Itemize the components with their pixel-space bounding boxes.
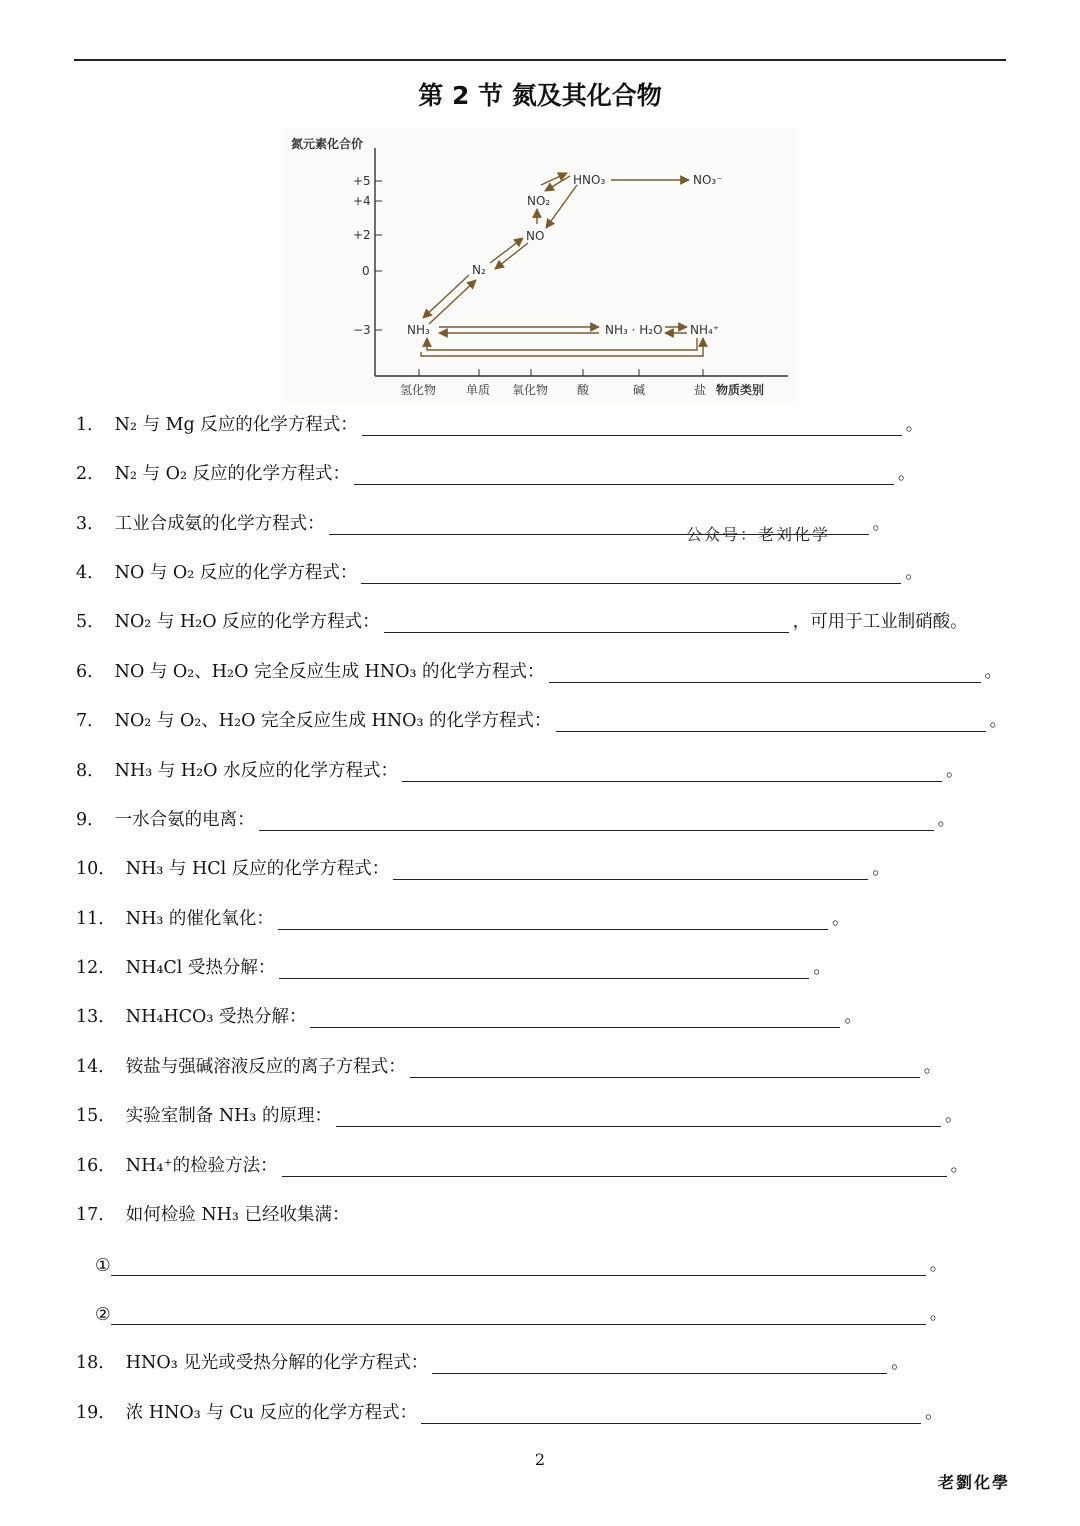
xtick-acid: 酸 — [577, 383, 590, 397]
x-axis-label: 物质类别 — [716, 383, 765, 397]
answer-blank-9[interactable] — [259, 810, 934, 831]
question-19 — [76, 1396, 943, 1424]
top-rule — [74, 59, 1006, 61]
part-marker: ② — [95, 1305, 111, 1325]
answer-blank-19[interactable] — [421, 1403, 921, 1424]
question-6 — [76, 655, 1002, 683]
answer-blank-16[interactable] — [282, 1156, 947, 1177]
xtick-oxide: 氧化物 — [512, 383, 549, 397]
question-number: 16． — [76, 1156, 116, 1176]
question-number: 18． — [76, 1353, 116, 1373]
answer-blank-2[interactable] — [354, 464, 894, 485]
question-text: 实验室制备 NH₃ 的原理： — [125, 1106, 332, 1126]
node-no: NO — [526, 229, 545, 243]
question-9 — [76, 803, 955, 831]
question-5 — [76, 605, 968, 633]
question-tail: 。 — [989, 711, 1008, 731]
question-4 — [76, 556, 923, 584]
question-13 — [76, 1000, 862, 1028]
brand-mark: 老劉化學 — [938, 1473, 1011, 1492]
answer-blank-13[interactable] — [310, 1007, 840, 1028]
question-number: 5． — [76, 612, 105, 632]
question-text: NH₄HCO₃ 受热分解： — [125, 1007, 307, 1027]
question-text: 铵盐与强碱溶液反应的离子方程式： — [125, 1057, 406, 1077]
question-text: NH₃ 与 HCl 反应的化学方程式： — [125, 859, 390, 879]
question-text: 如何检验 NH₃ 已经收集满： — [125, 1205, 350, 1225]
question-number: 13． — [76, 1007, 116, 1027]
xtick-hydride: 氢化物 — [400, 383, 437, 397]
question-number: 17． — [76, 1205, 116, 1225]
node-hno3: HNO₃ — [573, 173, 606, 187]
question-number: 7． — [76, 711, 105, 731]
question-tail: 。 — [905, 563, 923, 583]
question-11 — [76, 902, 849, 930]
answer-blank-7[interactable] — [556, 711, 986, 732]
answer-blank-18[interactable] — [432, 1353, 887, 1374]
question-text: NH₄⁺的检验方法： — [125, 1156, 278, 1176]
answer-blank-1[interactable] — [362, 415, 902, 436]
question-number: 8． — [76, 761, 105, 781]
question-14 — [76, 1050, 941, 1078]
xtick-element: 单质 — [466, 383, 491, 397]
question-tail: 。 — [844, 1007, 862, 1027]
question-number: 12． — [76, 958, 116, 978]
question-text: NH₄Cl 受热分解： — [125, 958, 276, 978]
question-tail: 。 — [923, 1057, 942, 1077]
question-15 — [76, 1099, 963, 1127]
question-tail: 。 — [929, 1304, 948, 1324]
question-10 — [76, 852, 890, 880]
question-text: HNO₃ 见光或受热分解的化学方程式： — [125, 1353, 429, 1373]
question-tail: 。 — [925, 1403, 943, 1423]
question-tail: 。 — [937, 810, 956, 830]
answer-blank-15[interactable] — [336, 1106, 941, 1127]
question-number: 15． — [76, 1106, 116, 1126]
answer-blank-4[interactable] — [361, 563, 901, 584]
xtick-base: 碱 — [633, 383, 646, 397]
part-marker: ① — [95, 1256, 111, 1276]
page-number: 2 — [534, 1450, 546, 1469]
question-number: 10． — [76, 859, 116, 879]
question-number: 9． — [76, 810, 105, 830]
question-text: NO 与 O₂ 反应的化学方程式： — [114, 563, 358, 583]
question-tail: 。 — [891, 1353, 909, 1373]
question-17-part-1 — [95, 1248, 947, 1276]
question-2 — [76, 457, 916, 485]
ytick-plus4: +4 — [353, 194, 371, 208]
question-12 — [76, 951, 831, 979]
question-tail: 。 — [905, 415, 924, 435]
question-text: 一水合氨的电离： — [114, 810, 255, 830]
answer-blank-10[interactable] — [393, 859, 868, 880]
node-n2: N₂ — [472, 263, 486, 277]
question-17 — [76, 1198, 352, 1226]
answer-blank-6[interactable] — [549, 662, 981, 683]
question-18 — [76, 1346, 909, 1374]
question-text: 浓 HNO₃ 与 Cu 反应的化学方程式： — [125, 1403, 418, 1423]
answer-blank-14[interactable] — [410, 1057, 920, 1078]
question-text: NO₂ 与 H₂O 反应的化学方程式： — [114, 612, 380, 632]
question-tail: 。 — [984, 662, 1003, 682]
question-number: 2． — [76, 464, 105, 484]
question-number: 1． — [76, 415, 105, 435]
ytick-plus5: +5 — [353, 174, 371, 188]
question-text: NH₃ 的催化氧化： — [125, 909, 274, 929]
question-tail: ，可用于工业制硝酸。 — [792, 612, 968, 632]
question-text: 工业合成氨的化学方程式： — [114, 514, 325, 534]
question-number: 11． — [76, 909, 116, 929]
ytick-minus3: −3 — [353, 323, 371, 337]
answer-blank-5[interactable] — [384, 612, 789, 633]
question-number: 6． — [76, 662, 105, 682]
question-tail: 。 — [831, 909, 850, 929]
question-1 — [76, 408, 923, 436]
question-tail: 。 — [898, 464, 916, 484]
question-tail: 。 — [945, 1106, 963, 1126]
question-16 — [76, 1149, 968, 1177]
question-number: 14． — [76, 1057, 116, 1077]
question-tail: 。 — [872, 514, 891, 534]
question-text: NH₃ 与 H₂O 水反应的化学方程式： — [114, 761, 399, 781]
ytick-plus2: +2 — [353, 228, 371, 242]
node-no3: NO₃⁻ — [693, 173, 723, 187]
xtick-salt: 盐 — [694, 383, 707, 397]
question-tail: 。 — [872, 859, 890, 879]
question-text: N₂ 与 O₂ 反应的化学方程式： — [114, 464, 351, 484]
answer-blank-11[interactable] — [278, 909, 828, 930]
question-8 — [76, 754, 964, 782]
diagram-background — [283, 128, 797, 404]
question-text: N₂ 与 Mg 反应的化学方程式： — [114, 415, 358, 435]
question-text: NO 与 O₂、H₂O 完全反应生成 HNO₃ 的化学方程式： — [114, 662, 545, 682]
question-number: 4． — [76, 563, 105, 583]
node-nh3h2o: NH₃ · H₂O — [605, 323, 663, 337]
question-tail: 。 — [813, 958, 831, 978]
node-no2: NO₂ — [527, 194, 551, 208]
question-tail: 。 — [950, 1156, 969, 1176]
y-axis-label: 氮元素化合价 — [291, 137, 364, 151]
question-tail: 。 — [946, 761, 964, 781]
ytick-zero: 0 — [362, 264, 370, 278]
question-tail: 。 — [929, 1255, 948, 1275]
answer-blank-17-1[interactable] — [111, 1255, 926, 1276]
answer-blank-8[interactable] — [402, 761, 942, 782]
answer-blank-12[interactable] — [279, 958, 809, 979]
node-nh4: NH₄⁺ — [690, 323, 720, 337]
node-nh3: NH₃ — [407, 323, 430, 337]
nitrogen-valence-diagram — [283, 128, 797, 404]
question-17-part-2 — [95, 1297, 947, 1325]
answer-blank-17-2[interactable] — [111, 1304, 926, 1325]
question-number: 19． — [76, 1403, 116, 1423]
page-title: 第 2 节 氮及其化合物 — [418, 81, 662, 110]
question-text: NO₂ 与 O₂、H₂O 完全反应生成 HNO₃ 的化学方程式： — [114, 711, 552, 731]
question-7 — [76, 704, 1007, 732]
watermark: 公众号：老刘化学 — [686, 525, 831, 544]
question-number: 3． — [76, 514, 105, 534]
